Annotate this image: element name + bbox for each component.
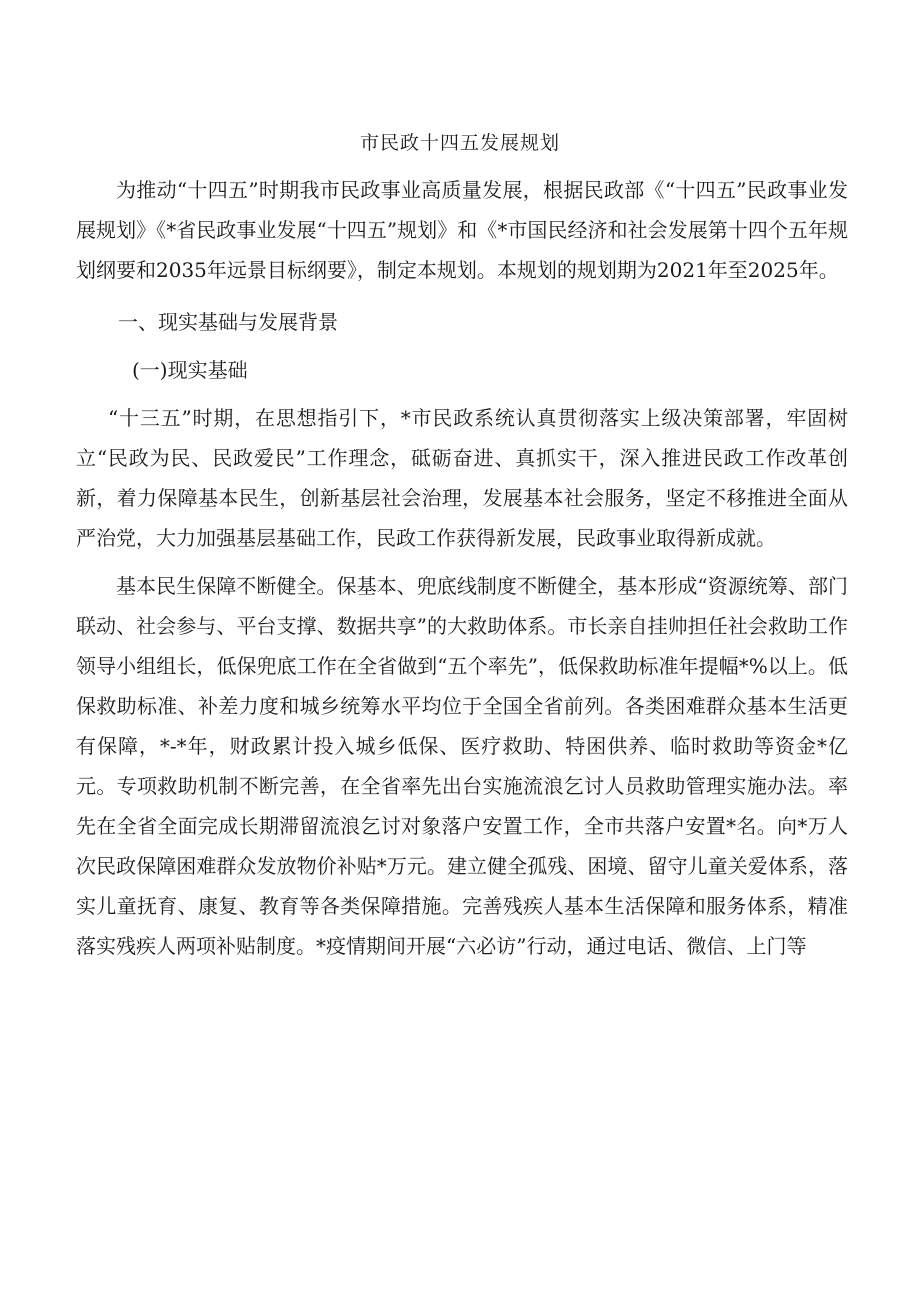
section-heading: 一、现实基础与发展背景 xyxy=(118,310,338,334)
body-paragraph: 基本民生保障不断健全。保基本、兜底线制度不断健全，基本形成“资源统筹、部门联动、社会参与、平台支撑、数据共享”的大救助体系。市长亲自挂帅担任社会救助工作领导小组组长，低保兜底工作在全省做到“五个率先”，低保救助标准年提幅*%以上。低保救助标准、补差力度和城乡统筹水平均位于全国全省前列。各类困难群众基本生活更有保障，*-*年，财政累计投入城乡低保、医疗救助、特困供养、临时救助等资金*亿元。专项救助机制不断完善，在全省率先出台实施流浪乞讨人员救助管理实施办法。率先在全省全面完成长期滞留流浪乞讨对象落户安置工作，全市共落户安置*名。向*万人次民政保障困难群众发放物价补贴*万元。建立健全孤残、困境、留守儿童关爱体系，落实儿童抚育、康复、教育等各类保障措施。完善残疾人基本生活保障和服务体系，精准落实残疾人两项补贴制度。*疫情期间开展“六必访”行动，通过电话、微信、上门等 xyxy=(76,574,848,958)
body-paragraph: “十三五”时期，在思想指引下，*市民政系统认真贯彻落实上级决策部署，牢固树立“民政为民、民政爱民”工作理念，砥砺奋进、真抓实干，深入推进民政工作改革创新，着力保障基本民生，创新基层社会治理，发展基本社会服务，坚定不移推进全面从严治党，大力加强基层基础工作，民政工作获得新发展，民政事业取得新成就。 xyxy=(76,406,848,550)
document-body xyxy=(76,170,848,966)
subsection-heading: (一)现实基础 xyxy=(132,358,248,382)
document-title: 市民政十四五发展规划 xyxy=(359,132,560,154)
intro-paragraph: 为推动“十四五”时期我市民政事业高质量发展，根据民政部《“十四五”民政事业发展规划》《*省民政事业发展“十四五”规划》和《*市国民经济和社会发展第十四个五年规划纲要和2035年远景目标纲要》，制定本规划。本规划的规划期为2021年至2025年。 xyxy=(76,178,848,282)
